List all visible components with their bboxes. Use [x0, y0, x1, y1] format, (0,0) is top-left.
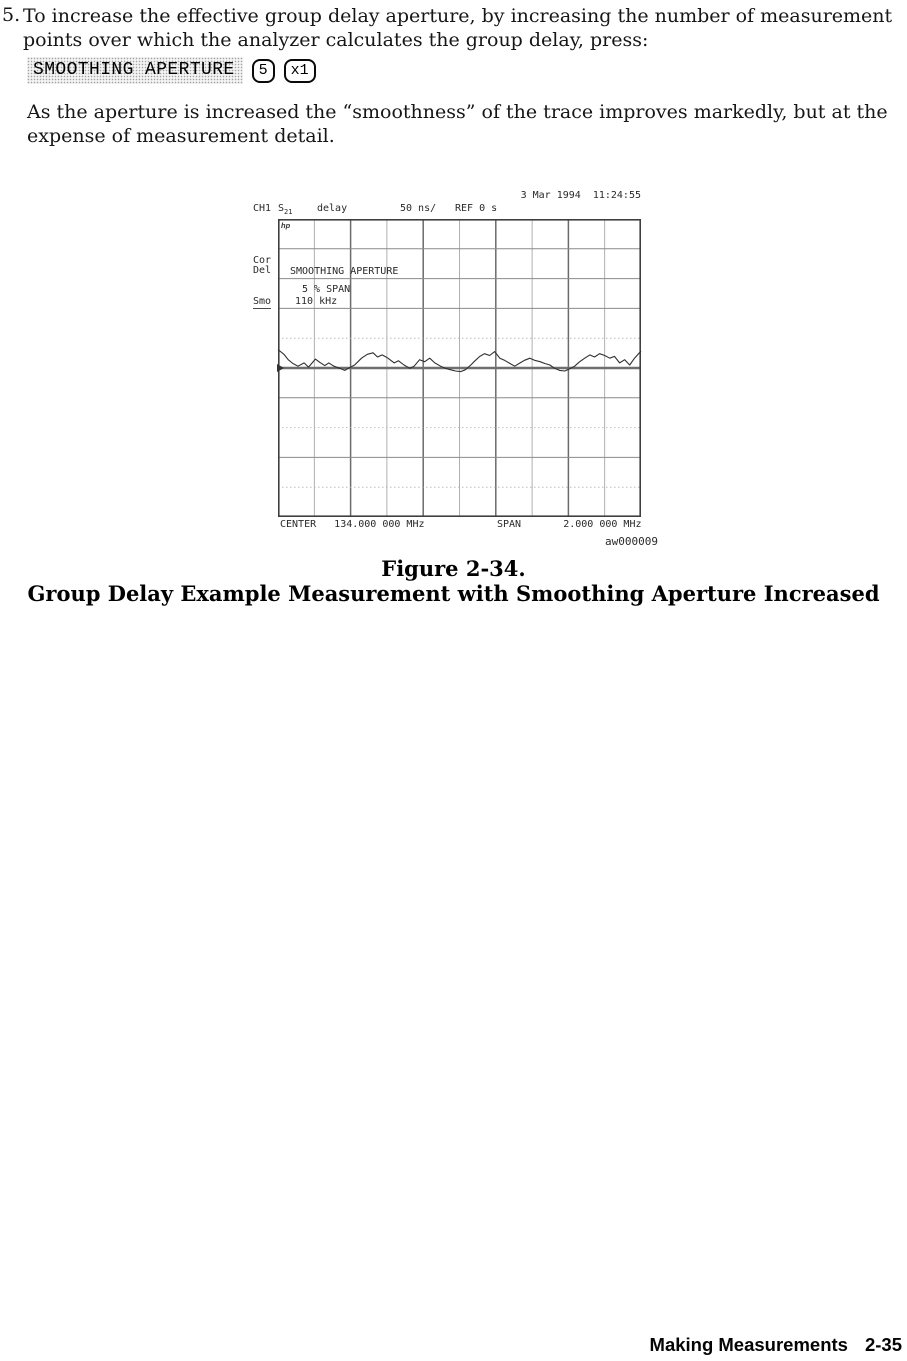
footer-page-number: 2-35	[864, 1334, 902, 1355]
channel-label: CH1	[253, 203, 272, 214]
scale-per-div-label: 50 ns/	[400, 203, 437, 214]
note-line-1: As the aperture is increased the “smoothness” of the trace improves markedly, but at the	[27, 101, 888, 123]
format-label: delay	[317, 203, 348, 214]
softkey-smoothing-aperture: SMOOTHING APERTURE	[27, 57, 243, 84]
figure-caption-title: Group Delay Example Measurement with Smoothing Aperture Increased	[27, 581, 880, 606]
graticule-area	[278, 219, 641, 517]
keypress-sequence	[27, 57, 316, 84]
hp-logo: hp	[281, 221, 291, 230]
reference-level-marker	[277, 364, 284, 372]
s-parameter-label: $S_{21}$	[278, 203, 293, 216]
annotation-span-frequency: 110 kHz	[295, 296, 338, 307]
analyzer-screen-figure	[250, 190, 662, 558]
step-number: 5.	[2, 4, 21, 26]
footer-section-title: Making Measurements	[649, 1334, 848, 1355]
screen-timestamp: 3 Mar 1994 11:24:55	[520, 190, 641, 201]
status-delay: Del	[253, 265, 272, 276]
figure-caption-number: Figure 2-34.	[381, 556, 526, 581]
step-text-line-1: To increase the effective group delay aperture, by increasing the number of measurement	[23, 5, 893, 27]
status-smoothing: Smo	[253, 296, 272, 307]
span-frequency-label: SPAN 2.000 000 MHz	[497, 519, 642, 530]
annotation-span-percent: 5 % SPAN	[302, 284, 351, 295]
page-footer	[650, 1334, 902, 1356]
key-5: 5	[252, 59, 275, 83]
status-correction: Cor	[253, 255, 272, 266]
graticule	[278, 219, 641, 517]
figure-photo-id: aw000009	[605, 535, 658, 548]
step-text-line-2: points over which the analyzer calculates the group delay, press:	[23, 29, 649, 51]
reference-value-label: REF 0 s	[455, 203, 498, 214]
annotation-smoothing-aperture: SMOOTHING APERTURE	[290, 266, 399, 277]
note-line-2: expense of measurement detail.	[27, 125, 335, 147]
key-x1: x1	[284, 59, 316, 83]
center-frequency-label: CENTER 134.000 000 MHz	[280, 519, 425, 530]
